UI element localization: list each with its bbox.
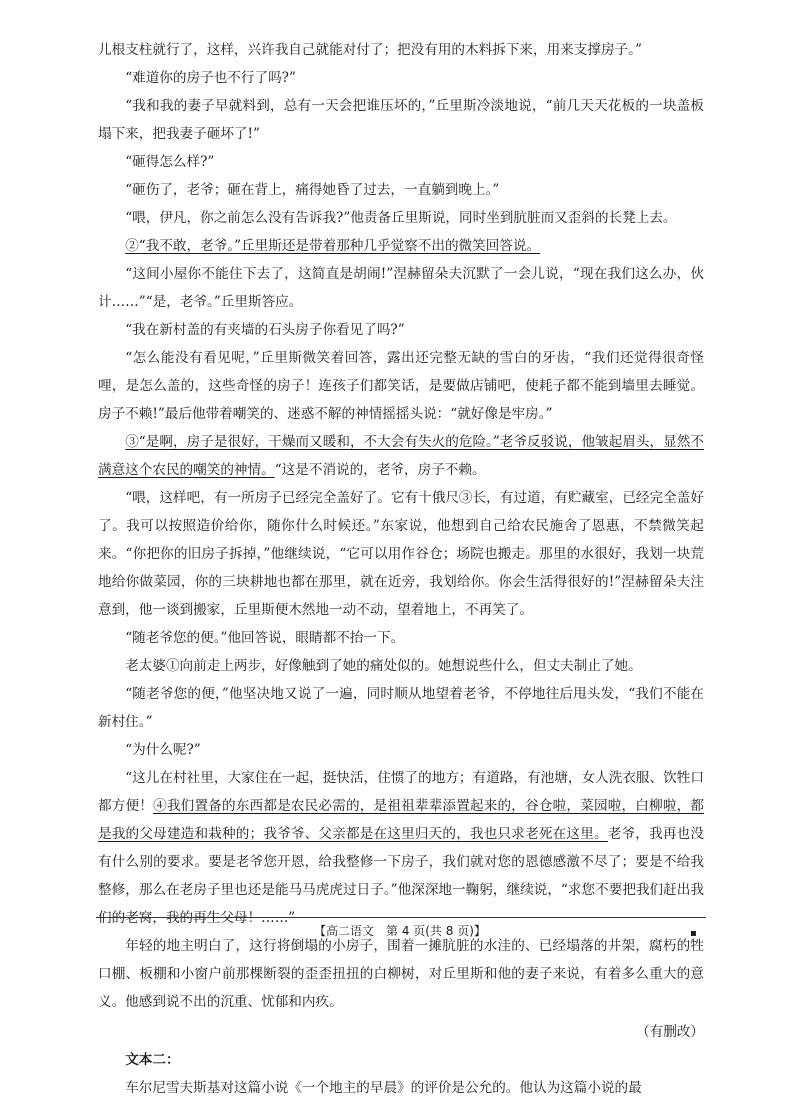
paragraph bbox=[98, 232, 704, 260]
paragraph: “喂，这样吧，有一所房子已经完全盖好了。它有十俄尺③长，有过道，有贮藏室，已经完全盖好了。我可以按照造价给你，随你什么时候还。”东家说，他想到自己给农民施舍了恩惠，不禁微笑起来。“你把你的旧房子拆掉，”他继续说，“它可以用作谷仓；场院也搬走。那里的水很好，我划一块荒地给你做菜园，你的三块耕地也都在那里，就在近旁，我划给你。你会生活得很好的!”涅赫留朵夫注意到，他一谈到搬家，丘里斯便木然地一动不动，望着地上，不再笑了。 bbox=[98, 490, 704, 618]
underlined-sentence: ④我们置备的东西都是农民必需的，是祖祖辈辈添置起来的，谷仓啦，菜园啦，白柳啦，都是我的父母建造和栽种的；我爷爷、父亲都是在这里归天的，我也只求老死在这里。 bbox=[98, 798, 704, 842]
paragraph: “难道你的房子也不行了吗?” bbox=[125, 70, 296, 86]
paragraph bbox=[98, 428, 704, 484]
underlined-sentence: ③“是啊，房子是很好，干燥而又暖和，不大会有失火的危险。”老爷反驳说，他皱起眉头，显然不满意这个农民的嘲笑的神情。 bbox=[98, 434, 704, 478]
paragraph-text: 老爷，我再也没有什么别的要求。要是老爷您开恩，给我整修一下房子，我们就对您的恩德感激不尽了；要是不给我整修，那么在老房子里也还是能马马虎虎过日子。”他深深地一鞠躬，继续说，“求您不要把我们赶出我们的老窝，我的再生父母！……” bbox=[98, 826, 705, 926]
paragraph: 儿根支柱就行了，这样，兴许我自己就能对付了；把没有用的木料拆下来，用来支撑房子。” bbox=[98, 42, 642, 58]
paragraph: “砸得怎么样?” bbox=[125, 154, 215, 170]
underlined-sentence: ②“我不敢，老爷。”丘里斯还是带着那种几乎觉察不出的微笑回答说。 bbox=[125, 238, 541, 254]
section-heading: 文本二： bbox=[125, 1052, 180, 1068]
paragraph: “我和我的妻子早就料到，总有一天会把谁压坏的，”丘里斯冷淡地说，“前几天天花板的一块盖板塌下来，把我妻子砸坏了!” bbox=[98, 98, 704, 142]
paragraph: “喂，伊凡，你之前怎么没有告诉我?”他责备丘里斯说，同时坐到肮脏而又歪斜的长凳上去。 bbox=[125, 210, 677, 226]
corner-mark: ▪ bbox=[690, 928, 697, 939]
last-paragraph: 车尔尼雪夫斯基对这篇小说《一个地主的早晨》的评价是公允的。他认为这篇小说的最 bbox=[125, 1080, 642, 1096]
paragraph bbox=[98, 764, 704, 932]
paragraph: “我在新村盖的有夹墙的石头房子你看见了吗?” bbox=[125, 322, 405, 338]
story-text bbox=[98, 36, 704, 1016]
paragraph: “砸伤了，老爷；砸在背上，痛得她昏了过去，一直躺到晚上。” bbox=[125, 182, 500, 198]
paragraph: “随老爷您的便，”他坚决地又说了一遍，同时顺从地望着老爷，不停地往后甩头发，“我们不能在新村住。” bbox=[98, 686, 704, 730]
page-footer: 【高二语文 第 4 页(共 8 页)】 bbox=[314, 924, 486, 938]
paragraph-text: “这儿在村社里，大家住在一起，挺快活，住惯了的地方；有道路，有池塘，女人洗衣服、饮牲口都方便！ bbox=[98, 770, 704, 814]
paragraph: 年轻的地主明白了，这行将倒塌的小房子，围着一摊肮脏的水洼的、已经塌落的井架，腐朽的牲口棚、板棚和小窗户前那棵断裂的歪歪扭扭的白柳树，对丘里斯和他的妻子来说，有着多么重大的意义。他感到说不出的沉重、忧郁和内疚。 bbox=[98, 938, 704, 1010]
paragraph-text: “这是不消说的，老爷，房子不赖。 bbox=[274, 462, 486, 478]
paragraph: “怎么能没有看见呢，”丘里斯微笑着回答，露出还完整无缺的雪白的牙齿，“我们还觉得很奇怪哩，是怎么盖的，这些奇怪的房子！连孩子们都笑话，是要做店铺吧，使耗子都不能到墙里去睡觉。房子不赖!”最后他带着嘲笑的、迷惑不解的神情摇摇头说：“就好像是牢房。” bbox=[98, 350, 704, 422]
footer-rule bbox=[96, 917, 706, 918]
paragraph: 老太婆①向前走上两步，好像触到了她的痛处似的。她想说些什么，但丈夫制止了她。 bbox=[125, 658, 642, 674]
abridged-note: （有删改） bbox=[636, 1024, 704, 1040]
paragraph: “为什么呢?” bbox=[125, 742, 201, 758]
paragraph: “随老爷您的便。”他回答说，眼睛都不抬一下。 bbox=[125, 630, 405, 646]
paragraph: “这间小屋你不能住下去了，这简直是胡闹!”涅赫留朵夫沉默了一会儿说，“现在我们这么办，伙计……”“是，老爷。”丘里斯答应。 bbox=[98, 266, 704, 310]
